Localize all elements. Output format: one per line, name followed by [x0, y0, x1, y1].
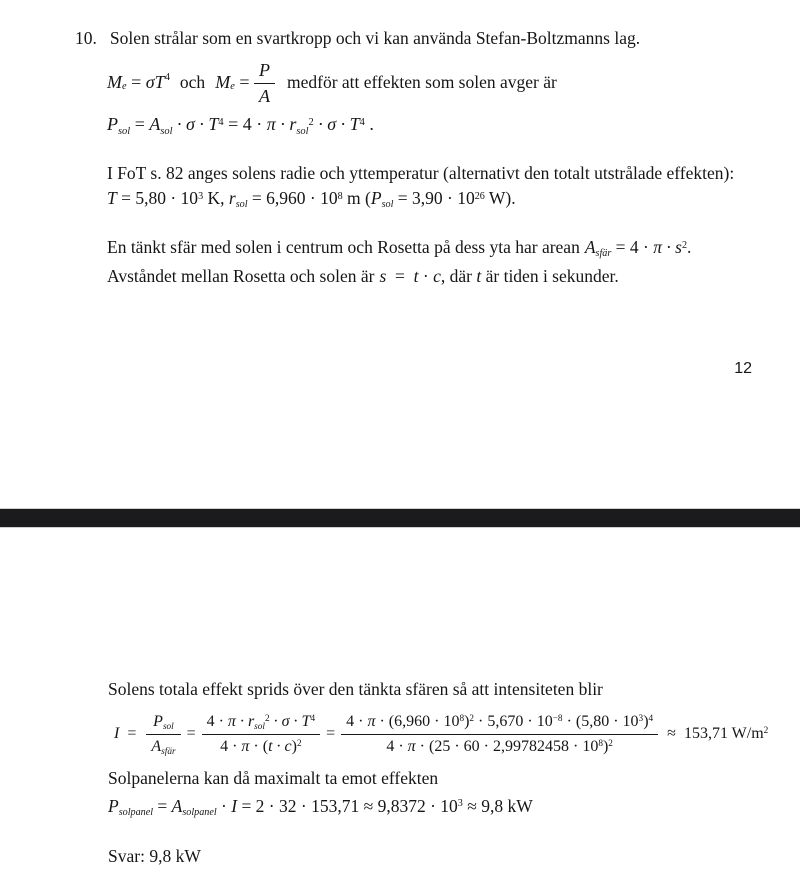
- math-token: t: [476, 266, 482, 287]
- math-token: · r: [235, 712, 255, 730]
- math-token: 4: [218, 116, 224, 128]
- math-token: π: [367, 712, 376, 730]
- math-token: I: [231, 795, 238, 816]
- math-token: · (: [249, 737, 269, 755]
- math-token: π: [241, 737, 250, 755]
- math-token: e: [230, 81, 235, 93]
- problem-item-number: 10.: [75, 28, 97, 48]
- math-token: sol: [254, 722, 265, 733]
- formula-sun-power: [107, 111, 800, 138]
- math-token: ≈ 153,71 W/m: [667, 724, 764, 742]
- math-token: solpanel: [182, 807, 217, 819]
- math-token: ·: [216, 795, 232, 816]
- formula-solarpanel-power: [108, 796, 800, 817]
- math-token: 2: [681, 239, 688, 251]
- math-token: = 3,90 · 10: [393, 187, 475, 208]
- math-token: 2: [469, 714, 475, 725]
- math-token: sol: [162, 722, 174, 733]
- math-token: sfär: [595, 248, 612, 260]
- math-token: 4 ·: [346, 712, 368, 730]
- math-token: 8: [337, 190, 343, 202]
- page-number: 12: [734, 360, 752, 377]
- math-token: 3: [198, 190, 204, 202]
- math-token: T: [107, 187, 117, 208]
- math-token: 2: [265, 714, 270, 725]
- fraction-p-over-a: [254, 59, 275, 107]
- math-token: = 4 ·: [223, 113, 267, 134]
- problem-row: [0, 28, 800, 50]
- math-token: 3: [457, 798, 463, 810]
- math-token: 2: [296, 739, 302, 750]
- math-token: = 2 · 32 · 153,71 ≈ 9,8372 · 10: [237, 795, 458, 816]
- math-token: 4: [164, 72, 170, 84]
- math-token: M: [215, 72, 231, 93]
- math-token: ≈ 9,8 kW: [462, 795, 533, 816]
- math-token: P: [153, 712, 163, 730]
- math-token: 4: [310, 714, 316, 725]
- math-token: I: [114, 724, 120, 742]
- answer-line: Svar: 9,8 kW: [108, 845, 201, 866]
- math-token: ): [464, 712, 470, 730]
- math-token: · σ · T: [172, 113, 219, 134]
- paragraph-distance: [107, 265, 800, 288]
- math-token: A: [151, 737, 162, 755]
- math-token: sol: [296, 125, 309, 137]
- math-token: K,: [203, 187, 229, 208]
- math-token: 8: [598, 739, 603, 750]
- math-token: sol: [381, 199, 394, 211]
- paragraph-text: Avståndet mellan Rosetta och solen är: [107, 266, 375, 287]
- math-token: A: [149, 113, 161, 134]
- math-token: =: [182, 724, 200, 742]
- math-token: 4 ·: [386, 737, 408, 755]
- fraction-psol-over-asfar: [146, 711, 180, 757]
- math-token: · (6,960 · 10: [375, 712, 460, 730]
- math-token: −8: [552, 714, 563, 725]
- paragraph-fot-reference: I FoT s. 82 anges solens radie och yttemperatur (alternativt den totalt utstrålade effekten):: [107, 162, 735, 183]
- math-token: 26: [474, 190, 485, 202]
- formula-intensity: [114, 711, 800, 757]
- math-token: =: [126, 72, 146, 93]
- math-token: solpanel: [118, 807, 154, 819]
- math-token: · σ · T: [269, 712, 311, 730]
- math-token: 2: [308, 116, 314, 128]
- paragraph-intensity-intro: Solens totala effekt sprids över den tänkta sfären så att intensiteten blir: [108, 679, 603, 699]
- formula-radiant-exitance: [107, 59, 800, 107]
- math-token: ): [291, 737, 297, 755]
- formula-tail-text: medför att effekten som solen avger är: [286, 72, 557, 93]
- math-token: A: [171, 795, 183, 816]
- page-bottom-fragment: [0, 528, 800, 888]
- fraction-denominator: [202, 735, 320, 757]
- math-token: π: [227, 712, 236, 730]
- math-token: sfär: [161, 747, 176, 758]
- math-token: .: [364, 113, 374, 134]
- math-token: P: [108, 795, 119, 816]
- math-token: =: [386, 266, 414, 287]
- math-token: 2: [608, 739, 613, 750]
- math-token: = 4 ·: [611, 236, 654, 257]
- math-token: · (25 · 60 · 2,99782458 · 10: [415, 737, 599, 755]
- math-token: =: [322, 724, 340, 742]
- math-token: W).: [484, 187, 516, 208]
- math-token: π: [407, 737, 416, 755]
- math-token: e: [122, 81, 127, 93]
- fraction-denominator: [146, 735, 180, 757]
- formula-sphere-area: [584, 236, 692, 260]
- math-token: A: [584, 236, 596, 257]
- math-token: 8: [459, 714, 465, 725]
- math-token: A: [258, 85, 270, 106]
- math-token: =: [153, 795, 172, 816]
- formula-distance: [379, 266, 440, 286]
- math-token: 4: [359, 116, 365, 128]
- math-token: t · c: [268, 737, 292, 755]
- paragraph-solarpanel-intro: Solpanelerna kan då maximalt ta emot effekten: [108, 767, 439, 788]
- fraction-numerator: [146, 711, 180, 735]
- fraction-numerator: [341, 711, 658, 735]
- math-token: · r: [275, 113, 297, 134]
- math-token: och: [179, 72, 206, 93]
- math-token: ): [643, 712, 649, 730]
- paragraph-text: En tänkt sfär med solen i centrum och Rosetta på dess yta har arean: [107, 236, 580, 257]
- fraction-numerator: [202, 711, 320, 735]
- math-token: · (5,80 · 10: [562, 712, 639, 730]
- math-token: t: [413, 266, 419, 287]
- fraction-denominator: [341, 735, 658, 757]
- paragraph-sphere-area: [107, 236, 800, 259]
- math-token: =: [234, 72, 254, 93]
- math-token: 4 ·: [220, 737, 242, 755]
- math-token: ·: [418, 266, 434, 287]
- math-token: P: [254, 59, 275, 84]
- math-token: ): [602, 737, 609, 755]
- math-token: P: [107, 113, 118, 134]
- math-token: 2: [763, 726, 769, 737]
- section-divider-bar: [0, 508, 800, 528]
- math-token: 3: [638, 714, 644, 725]
- problem-intro-text: Solen strålar som en svartkropp och vi kan använda Stefan-Boltzmanns lag.: [109, 28, 641, 48]
- math-token: sol: [235, 199, 248, 211]
- math-token: = 6,960 · 10: [247, 187, 338, 208]
- math-token: P: [370, 187, 382, 208]
- math-token: sol: [160, 125, 173, 137]
- math-token: = 5,80 · 10: [116, 187, 199, 208]
- math-token: m (: [342, 187, 371, 208]
- math-token: · 5,670 · 10: [474, 712, 553, 730]
- math-token: r: [228, 187, 236, 208]
- fraction-numeric: [341, 711, 658, 757]
- math-token: π: [266, 113, 276, 134]
- paragraph-text: är tiden i sekunder.: [481, 266, 619, 287]
- math-token: =: [119, 724, 145, 742]
- intensity-result: [667, 724, 768, 744]
- math-token: c: [433, 266, 441, 287]
- math-token: M: [107, 72, 122, 93]
- math-token: · s: [662, 236, 682, 257]
- math-token: · σ · T: [313, 113, 360, 134]
- math-token: π: [653, 236, 663, 257]
- paragraph-text: , där: [440, 266, 477, 287]
- math-token: 4 ·: [206, 712, 228, 730]
- math-token: s: [379, 266, 387, 287]
- math-token: 4: [648, 714, 654, 725]
- math-token: =: [130, 113, 150, 134]
- math-token: sol: [118, 125, 131, 137]
- fraction-symbolic: [202, 711, 320, 757]
- math-token: .: [687, 236, 692, 257]
- formula-sun-data: [107, 188, 800, 209]
- math-token: σT: [145, 72, 165, 93]
